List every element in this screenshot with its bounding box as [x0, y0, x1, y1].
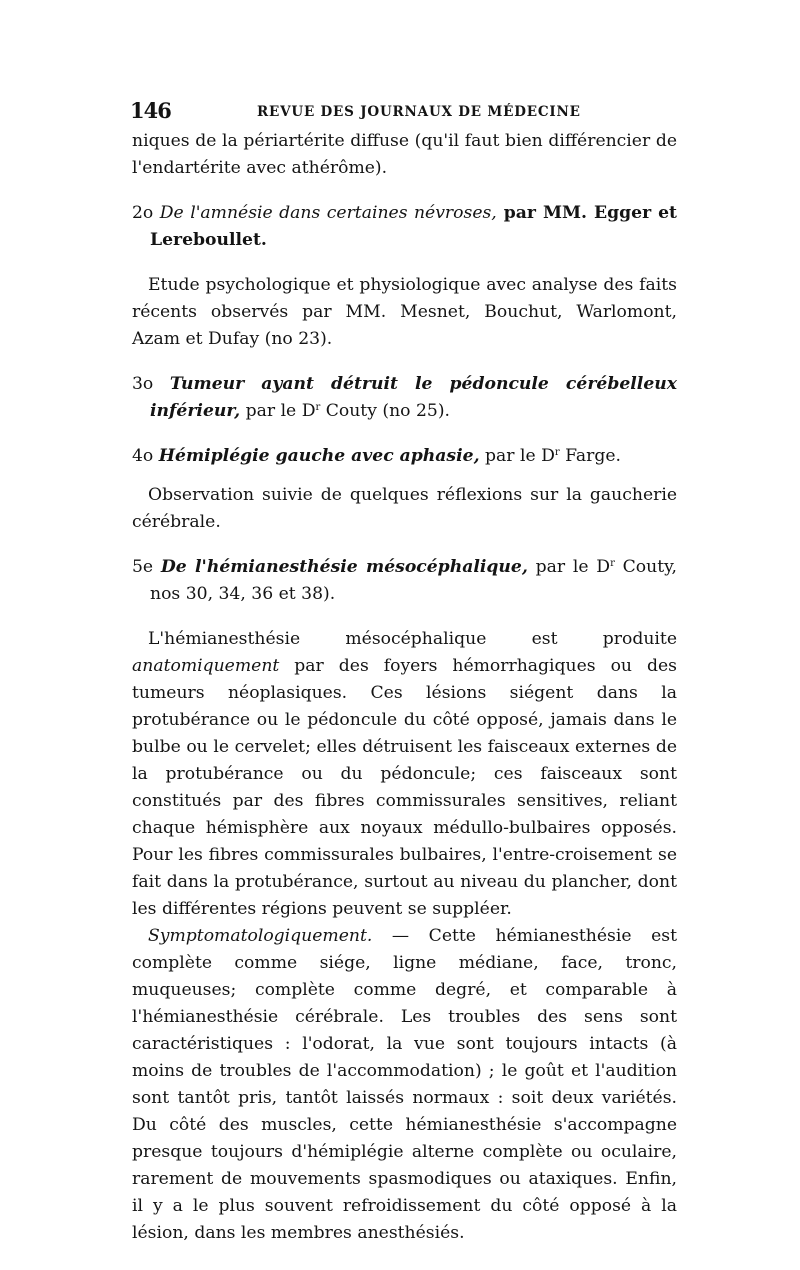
item-title: Tumeur ayant détruit le pédoncule cérébelleux inférieur, [150, 374, 678, 421]
item-author-prefix: par le D [479, 446, 555, 466]
text-run: par des foyers hémorrhagiques ou des tumeurs néoplasiques. Ces lésions siégent dans la protubérance ou le pédoncule du côté opposé, jamais dans le bulbe ou le cervelet; elles détruisent les faisceaux externes de la protubérance ou du pédoncule; ces faisceaux sont constitués par des fibres commissurales sensitives, reliant chaque hémisphère aux noyaux médullo-bulbaires opposés. Pour les fibres commissurales bulbaires, l'entre-croisement se fait dans la protubérance, surtout au niveau du plancher, dont les différentes régions peuvent se suppléer. [132, 656, 677, 919]
superscript: r [554, 447, 560, 458]
running-title: REVUE DES JOURNAUX DE MÉDECINE [257, 104, 581, 120]
paragraph: Etude psychologique et physiologique avec analyse des faits récents observés par MM. Mesnet, Bouchut, Warlomont, Azam et Dufay (no 23). [132, 275, 677, 349]
item-title: De l'hémianesthésie mésocéphalique, [160, 557, 528, 577]
running-header [132, 98, 677, 124]
list-item [132, 443, 677, 470]
item-author-rest: Farge. [559, 446, 621, 466]
list-item [132, 200, 677, 254]
text-run: — Cette hémianesthésie est complète comme siége, ligne médiane, face, tronc, muqueuses; complète comme degré, et comparable à l'hémianesthésie cérébrale. Les troubles des sens sont caractéristiques : l'odorat, la vue sont toujours intacts (à moins de troubles de l'accommodation) ; le goût et l'audition sont tantôt pris, tantôt laissés normaux : soit deux variétés. Du côté des muscles, cette hémianesthésie s'accompagne presque toujours d'hémiplégie alterne complète ou oculaire, rarement de mouvements spasmodiques ou ataxiques. Enfin, il y a le plus souvent refroidissement du côté opposé à la lésion, dans les membres anesthésiés. [132, 926, 677, 1243]
list-item [132, 554, 677, 608]
text-run: L'hémianesthésie mésocéphalique est produite [148, 629, 677, 649]
item-author-prefix: par le D [527, 557, 611, 577]
item-author-rest: Couty, nos 30, 34, 36 et 38). [150, 557, 677, 604]
paragraph [132, 626, 677, 923]
item-author-rest: Couty (no 25). [320, 401, 451, 421]
item-number: 5e [132, 557, 154, 577]
emphasis: anatomiquement [132, 656, 280, 676]
item-title: Hémiplégie gauche avec aphasie, [158, 446, 480, 466]
item-title: De l'amnésie dans certaines névroses, [159, 203, 497, 223]
paragraph [132, 923, 677, 1247]
item-number: 2o [132, 203, 154, 223]
item-number: 3o [132, 374, 154, 394]
continued-paragraph: niques de la périartérite diffuse (qu'il faut bien différencier de l'endartérite avec athérôme). [132, 131, 677, 178]
article-body [132, 128, 677, 1247]
item-number: 4o [132, 446, 154, 466]
emphasis: Symptomatologiquement. [148, 926, 373, 946]
superscript: r [610, 558, 615, 569]
item-authors: par MM. Egger et Lereboullet. [150, 203, 677, 250]
list-item [132, 371, 677, 425]
superscript: r [315, 402, 321, 413]
page-number: 146 [130, 98, 171, 123]
item-author-prefix: par le D [240, 401, 316, 421]
paragraph: Observation suivie de quelques réflexions sur la gaucherie cérébrale. [132, 485, 677, 532]
